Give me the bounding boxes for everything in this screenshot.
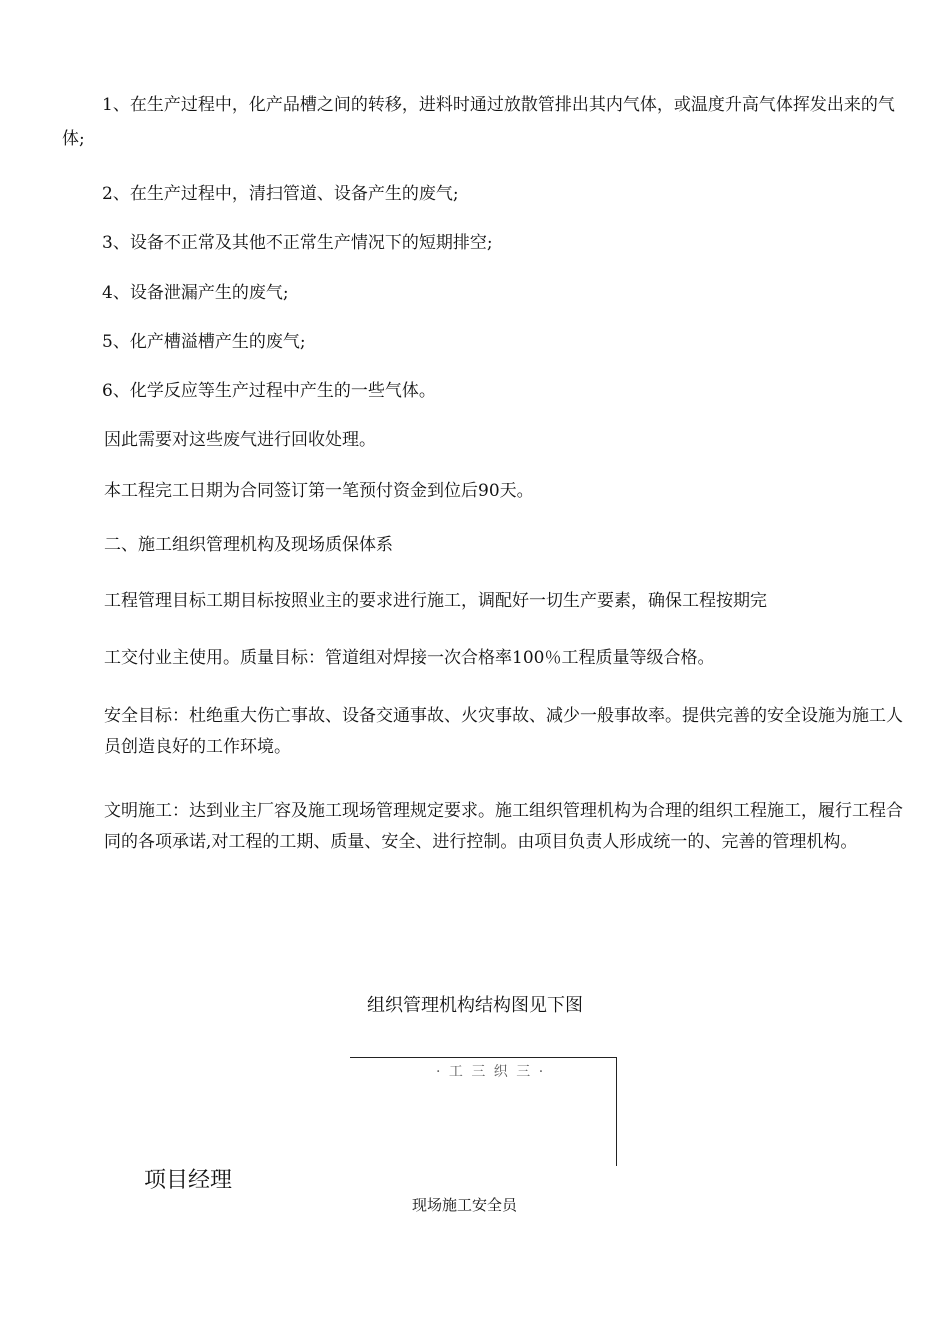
list-item-5: 5、化产槽溢槽产生的废气; — [102, 332, 306, 352]
civilized-construction-paragraph: 文明施工：达到业主厂容及施工现场管理规定要求。施工组织管理机构为合理的组织工程施工，履行工程合同的各项承诺,对工程的工期、质量、安全、进行控制。由项目负责人形成统一的、完善的管理机构。 — [104, 801, 903, 852]
project-manager-label: 项目经理 — [144, 1168, 233, 1193]
conclusion-text: 因此需要对这些废气进行回收处理。 — [104, 430, 376, 450]
section-heading: 二、施工组织管理机构及现场质保体系 — [104, 535, 393, 555]
list-item-4: 4、设备泄漏产生的废气; — [102, 283, 289, 303]
safety-goal-paragraph: 安全目标：杜绝重大伤亡事故、设备交通事故、火灾事故、减少一般事故率。提供完善的安全设施为施工人员创造良好的工作环境。 — [104, 706, 903, 757]
org-chart-box — [350, 1057, 617, 1166]
list-item-2: 2、在生产过程中，清扫管道、设备产生的废气; — [102, 184, 459, 204]
safety-officer-label: 现场施工安全员 — [412, 1196, 518, 1214]
org-box-text: · 工 三 织 三 · — [436, 1064, 546, 1080]
list-item-1: 1、在生产过程中，化产品槽之间的转移，进料时通过放散管排出其内气体，或温度升高气体挥发出来的气体; — [62, 95, 895, 149]
list-item-6: 6、化学反应等生产过程中产生的一些气体。 — [102, 381, 436, 401]
completion-date-text: 本工程完工日期为合同签订第一笔预付资金到位后90天。 — [104, 481, 534, 501]
goals-line-1: 工程管理目标工期目标按照业主的要求进行施工，调配好一切生产要素，确保工程按期完 — [104, 591, 767, 611]
org-chart-caption: 组织管理机构结构图见下图 — [367, 995, 583, 1016]
goals-line-2: 工交付业主使用。质量目标：管道组对焊接一次合格率100％工程质量等级合格。 — [104, 648, 715, 668]
list-item-3: 3、设备不正常及其他不正常生产情况下的短期排空; — [102, 233, 493, 253]
